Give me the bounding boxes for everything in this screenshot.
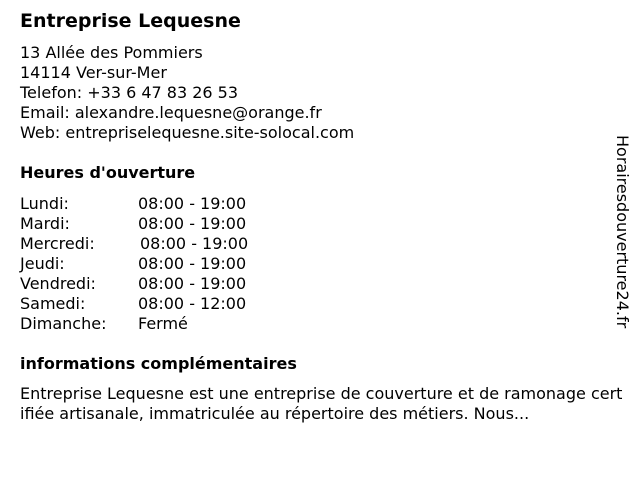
web-line: Web: entrepriselequesne.site-solocal.com bbox=[20, 123, 355, 142]
day-time: 08:00 - 19:00 bbox=[138, 254, 247, 273]
info-description: Entreprise Lequesne est une entreprise de couverture et de ramonage certifiée artisanale, immatriculée au répertoire des métiers. Nous... bbox=[20, 384, 623, 423]
day-label: Dimanche: bbox=[20, 314, 107, 333]
address-street: 13 Allée des Pommiers bbox=[20, 43, 203, 62]
info-heading: informations complémentaires bbox=[20, 354, 297, 373]
hours-heading: Heures d'ouverture bbox=[20, 163, 196, 182]
day-label: Lundi: bbox=[20, 194, 69, 213]
business-name: Entreprise Lequesne bbox=[20, 10, 241, 32]
site-brand-vertical[interactable]: Horairesdouverture24.fr bbox=[613, 135, 632, 329]
day-label: Samedi: bbox=[20, 294, 86, 313]
day-time: 08:00 - 19:00 bbox=[140, 234, 249, 253]
contact-block bbox=[20, 43, 354, 143]
day-label: Vendredi: bbox=[20, 274, 96, 293]
address-city: 14114 Ver-sur-Mer bbox=[20, 63, 167, 82]
day-label: Mercredi: bbox=[20, 234, 95, 253]
day-time: 08:00 - 19:00 bbox=[138, 194, 247, 213]
email-line: Email: alexandre.lequesne@orange.fr bbox=[20, 103, 322, 122]
day-time: 08:00 - 19:00 bbox=[138, 214, 247, 233]
day-time: Fermé bbox=[138, 314, 188, 333]
phone-line: Telefon: +33 6 47 83 26 53 bbox=[20, 83, 239, 102]
day-label: Jeudi: bbox=[20, 254, 65, 273]
day-label: Mardi: bbox=[20, 214, 70, 233]
day-time: 08:00 - 19:00 bbox=[138, 274, 247, 293]
day-time: 08:00 - 12:00 bbox=[138, 294, 247, 313]
